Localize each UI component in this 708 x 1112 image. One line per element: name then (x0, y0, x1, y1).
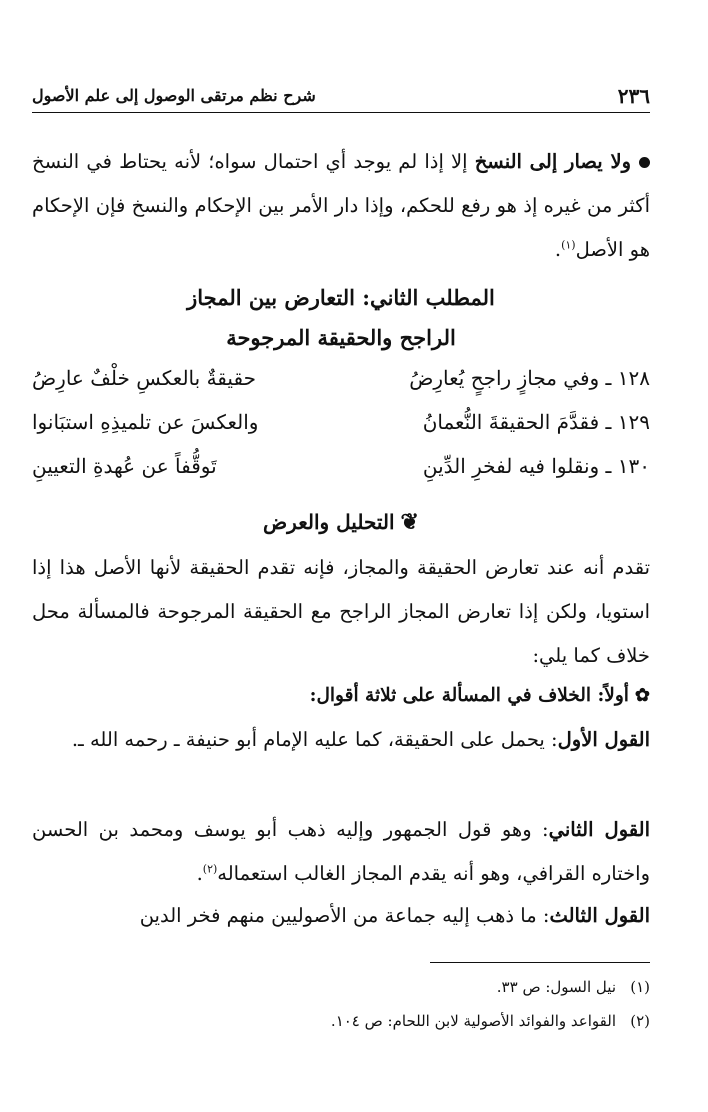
opinion-1: القول الأول: يحمل على الحقيقة، كما عليه الإمام أبو حنيفة ـ رحمه الله ـ. (71, 728, 650, 751)
page-number: ٢٣٦ (617, 84, 650, 108)
footnote-separator (430, 962, 650, 963)
paragraph-abrogation: ولا يصار إلى النسخ إلا إذا لم يوجد أي احتمال سواه؛ لأنه يحتاط في النسخ أكثر من غيره إذ هو رفع للحكم، وإذا دار الأمر بين الإحكام والنسخ فإن الإحكام هو الأصل$^{(١)}$. (32, 150, 650, 261)
opinion-label: القول الثالث (549, 904, 650, 927)
section-heading-line1: المطلب الثاني: التعارض بين المجاز (187, 285, 495, 310)
opinion-label: القول الثاني (548, 818, 650, 841)
ornament-icon: ❦ (400, 509, 419, 535)
book-title: شرح نظم مرتقى الوصول إلى علم الأصول (32, 86, 316, 105)
verse-130 (32, 454, 650, 498)
verse-128 (32, 366, 650, 410)
section-heading-line2: الراجح والحقيقة المرجوحة (226, 325, 456, 350)
paragraph-intro: تقدم أنه عند تعارض الحقيقة والمجاز، فإنه تقدم الحقيقة لأنها الأصل هذا إذا استويا، ولكن إذا تعارض المجاز الراجح مع الحقيقة المرجوحة فالمسألة محل خلاف كما يلي: (32, 556, 650, 667)
verse-129 (32, 410, 650, 454)
verse-second-hemistich: حقيقةٌ بالعكسِ خلْفٌ عارِضُ (32, 366, 256, 390)
opinion-label: القول الأول (557, 728, 650, 751)
footnote-1: (١)نيل السول: ص ٣٣. (496, 978, 650, 996)
footnote-ref-2: (٢) (202, 862, 218, 876)
verse-second-hemistich: تَوقُّفاً عن عُهدةِ التعيينِ (32, 454, 217, 478)
subheading-opinions: ✿أولاً: الخلاف في المسألة على ثلاثة أقوال: (309, 685, 650, 706)
bold-lead: ولا يصار إلى النسخ (474, 150, 631, 173)
verse-first-hemistich: ١٢٩ ـ فقدَّمَ الحقيقةَ النُّعمانُ (422, 410, 650, 434)
footnote-ref-1: (١) (561, 238, 576, 252)
paragraph-text: إلا إذا لم يوجد أي احتمال سواه؛ لأنه يحتاط في النسخ أكثر من غيره إذ هو رفع للحكم، وإذا دار الأمر بين الإحكام والنسخ فإن الإحكام هو الأصل (32, 150, 650, 261)
verse-second-hemistich: والعكسَ عن تلميذِهِ استبَانوا (32, 410, 259, 434)
verse-first-hemistich: ١٣٠ ـ ونقلوا فيه لفخرِ الدِّينِ (422, 454, 650, 478)
running-header (32, 82, 650, 113)
opinion-2: القول الثاني: وهو قول الجمهور وإليه ذهب أبو يوسف ومحمد بن الحسن واختاره القرافي، وهو أنه يقدم المجاز الغالب استعماله$^{(٢)}$. (32, 818, 650, 885)
bullet-icon (639, 157, 650, 168)
opinion-3: القول الثالث: ما ذهب إليه جماعة من الأصوليين منهم فخر الدين (139, 904, 650, 927)
analysis-heading: ❦التحليل والعرض (32, 502, 650, 542)
flower-icon: ✿ (634, 685, 650, 706)
verse-first-hemistich: ١٢٨ ـ وفي مجازٍ راجحٍ يُعارِضُ (409, 366, 650, 390)
footnote-2: (٢)القواعد والفوائد الأصولية لابن اللحام: ص ١٠٤. (330, 1012, 650, 1030)
